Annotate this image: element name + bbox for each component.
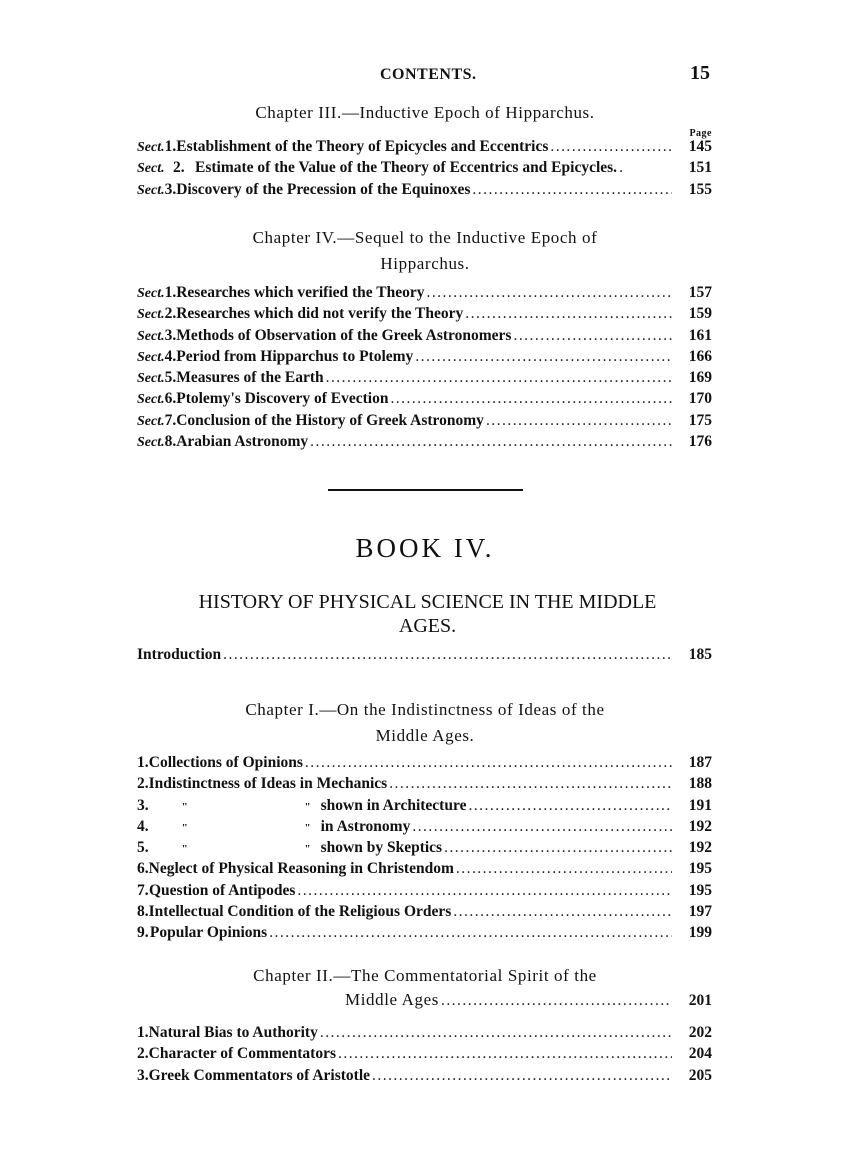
entry-page: 197 — [688, 903, 712, 921]
sect-label: Sect. — [137, 140, 165, 155]
book-title-line1: HISTORY OF PHYSICAL SCIENCE IN THE MIDDLE — [198, 591, 657, 613]
entry-page: 175 — [688, 411, 712, 429]
sect-label: Sect. — [137, 286, 165, 301]
sect-label: Sect. — [137, 328, 165, 344]
entry-title: shown in Architecture — [320, 796, 467, 814]
toc-entry[interactable] — [137, 924, 712, 945]
entry-number: 1. — [137, 1024, 149, 1041]
dot-leader — [619, 159, 625, 177]
toc-entry[interactable] — [137, 818, 712, 839]
entry-number: 7. — [137, 881, 149, 899]
entry-number: 7. — [164, 411, 177, 429]
entry-number: 2. — [164, 305, 177, 323]
entry-number: 4. — [164, 347, 177, 365]
entry-page: 202 — [688, 1024, 712, 1041]
dot-leader — [415, 348, 672, 366]
dot-leader — [305, 754, 672, 772]
toc-entry-introduction[interactable] — [137, 646, 712, 667]
sect-label: Sect. — [137, 435, 165, 451]
entry-title: Period from Hipparchus to Ptolemy — [176, 347, 414, 365]
entry-number: 1. — [164, 284, 177, 301]
entry-title: in Astronomy — [320, 817, 411, 835]
dot-leader — [513, 327, 672, 345]
bk4-chapter-2-title-line2[interactable] — [137, 990, 712, 1011]
entry-number: 1. — [164, 138, 177, 155]
chapter-subtitle: Middle Ages — [345, 990, 439, 1009]
toc-entry[interactable] — [137, 159, 712, 180]
entry-number: 6. — [164, 390, 177, 408]
dot-leader — [326, 369, 672, 387]
book-title-line2: AGES. — [398, 615, 457, 637]
ditto-mark: " — [304, 800, 311, 813]
entry-number: 5. — [164, 369, 177, 387]
ditto-mark: " — [304, 843, 311, 856]
entry-title: shown by Skeptics — [320, 839, 443, 857]
toc-entry[interactable] — [137, 369, 712, 390]
dot-leader — [338, 1045, 672, 1063]
entry-page: 205 — [688, 1066, 712, 1084]
toc-entry[interactable] — [137, 903, 712, 924]
toc-entry[interactable] — [137, 775, 712, 796]
dot-leader — [389, 775, 672, 793]
book-heading: BOOK IV. — [355, 533, 495, 563]
dot-leader — [465, 305, 672, 323]
entry-page: 170 — [688, 390, 712, 408]
running-head — [0, 62, 850, 88]
bk4-chapter-1-title-line2: Middle Ages. — [375, 726, 475, 745]
dot-leader — [372, 1067, 672, 1085]
dot-leader — [269, 924, 672, 942]
entry-page: 155 — [688, 180, 712, 198]
toc-entry[interactable] — [137, 284, 712, 305]
chapter-3-title: Chapter III.—Inductive Epoch of Hipparchus. — [255, 103, 595, 122]
entry-title: Establishment of the Theory of Epicycles and Eccentrics — [176, 138, 549, 155]
toc-entry[interactable] — [137, 433, 712, 454]
entry-page: 185 — [688, 646, 712, 663]
entry-title: Greek Commentators of Aristotle — [148, 1066, 371, 1084]
dot-leader — [472, 181, 672, 199]
entry-page: 166 — [688, 347, 712, 365]
dot-leader — [550, 138, 672, 156]
running-title: CONTENTS. — [380, 66, 477, 83]
entry-page: 188 — [688, 775, 712, 793]
sect-label: Sect. — [137, 307, 165, 323]
toc-entry[interactable] — [137, 1045, 712, 1066]
entry-title: Methods of Observation of the Greek Astronomers — [176, 326, 512, 344]
sect-label: Sect. — [137, 182, 165, 198]
entry-title: Measures of the Earth — [176, 369, 324, 387]
entry-title: Ptolemy's Discovery of Evection — [176, 390, 389, 408]
dot-leader — [412, 818, 672, 836]
bk4-chapter-2-entries — [137, 1024, 712, 1088]
entry-number: 2. — [173, 159, 185, 177]
entry-number: 3. — [164, 180, 177, 198]
entry-title: Collections of Opinions — [148, 754, 303, 771]
entry-title: Researches which verified the Theory — [176, 284, 425, 301]
dot-leader — [310, 433, 672, 451]
entry-page: 199 — [688, 924, 712, 942]
chapter-page: 201 — [688, 992, 712, 1009]
entry-title: Discovery of the Precession of the Equinoxes — [176, 180, 471, 198]
ditto-marks — [149, 822, 321, 834]
sect-label: Sect. — [137, 371, 165, 387]
toc-entry[interactable] — [137, 305, 712, 326]
dot-leader — [320, 1024, 672, 1042]
toc-entry[interactable] — [137, 348, 712, 369]
chapter-4-title — [140, 225, 710, 277]
entry-page: 151 — [688, 159, 712, 177]
entry-page: 187 — [688, 754, 712, 771]
sect-label: Sect. — [137, 413, 165, 429]
dot-leader — [486, 412, 672, 430]
dot-leader — [223, 646, 672, 664]
entry-title: Indistinctness of Ideas in Mechanics — [148, 775, 388, 793]
bk4-chapter-1-entries — [137, 754, 712, 946]
entry-page: 161 — [688, 326, 712, 344]
entry-number: 3. — [137, 796, 149, 814]
toc-entry[interactable] — [137, 412, 712, 433]
dot-leader — [390, 390, 672, 408]
ditto-mark: " — [181, 843, 188, 856]
entry-title: Character of Commentators — [148, 1045, 337, 1063]
section-divider — [328, 489, 523, 491]
entry-title: Researches which did not verify the Theory — [176, 305, 464, 323]
toc-entry[interactable] — [137, 754, 712, 775]
toc-entry[interactable] — [137, 839, 712, 860]
entry-page: 176 — [688, 433, 712, 451]
entry-page: 157 — [688, 284, 712, 301]
entry-number: 3. — [164, 326, 177, 344]
toc-entry[interactable] — [137, 181, 712, 202]
entry-title: Conclusion of the History of Greek Astronomy — [176, 411, 484, 429]
entry-page: 195 — [688, 881, 712, 899]
entry-title: Arabian Astronomy — [176, 433, 309, 451]
entry-page: 145 — [688, 138, 712, 155]
dot-leader — [456, 860, 672, 878]
dot-leader — [444, 839, 672, 857]
book-title — [140, 590, 715, 638]
bk4-chapter-1-title-line1: Chapter I.—On the Indistinctness of Ideas of the — [245, 700, 605, 719]
entry-number: 8. — [137, 903, 149, 921]
toc-entry[interactable] — [137, 1024, 712, 1045]
toc-entry[interactable] — [137, 1067, 712, 1088]
entry-page: 191 — [688, 796, 712, 814]
chapter-4-entries — [137, 284, 712, 454]
dot-leader — [441, 992, 672, 1010]
entry-page: 159 — [688, 305, 712, 323]
entry-number: 3. — [137, 1066, 149, 1084]
toc-entry[interactable] — [137, 327, 712, 348]
ditto-mark: " — [181, 821, 188, 834]
entry-page: 192 — [688, 817, 712, 835]
chapter-4-title-line1: Chapter IV.—Sequel to the Inductive Epoch of — [252, 228, 598, 247]
ditto-mark: " — [304, 821, 311, 834]
entry-title: Question of Antipodes — [148, 881, 296, 899]
entry-page: 192 — [688, 839, 712, 857]
entry-number: 6. — [137, 860, 149, 878]
page-column-label: Page — [689, 128, 712, 139]
entry-title: Neglect of Physical Reasoning in Christendom — [148, 860, 454, 878]
bk4-chapter-1-title — [140, 697, 710, 749]
entry-title: Popular Opinions — [149, 924, 268, 942]
entry-number: 4. — [137, 817, 149, 835]
chapter-3-entries — [137, 138, 712, 202]
toc-entry[interactable] — [137, 390, 712, 411]
entry-title: Natural Bias to Authority — [148, 1024, 318, 1041]
entry-title: Intellectual Condition of the Religious Orders — [148, 903, 452, 921]
dot-leader — [468, 797, 672, 815]
sect-label: Sect. — [137, 392, 165, 408]
toc-entry[interactable] — [137, 882, 712, 903]
entry-title: Introduction — [137, 646, 222, 663]
entry-number: 8. — [164, 433, 177, 451]
ditto-marks — [149, 843, 321, 855]
entry-number: 1. — [137, 754, 149, 771]
dot-leader — [453, 903, 672, 921]
entry-title: Estimate of the Value of the Theory of Eccentrics and Epicycles. — [195, 159, 618, 177]
page-number: 15 — [690, 62, 710, 84]
entry-page: 169 — [688, 369, 712, 387]
entry-number: 2. — [137, 775, 149, 793]
bk4-chapter-2-title: Chapter II.—The Commentatorial Spirit of the — [253, 966, 597, 985]
toc-entry[interactable] — [137, 138, 712, 159]
dot-leader — [297, 882, 672, 900]
chapter-4-title-line2: Hipparchus. — [380, 254, 470, 273]
ditto-mark: " — [181, 800, 188, 813]
sect-label: Sect. — [137, 161, 165, 177]
entry-number: 9. — [137, 924, 149, 942]
entry-page: 204 — [688, 1045, 712, 1063]
dot-leader — [426, 284, 672, 302]
entry-number: 5. — [137, 839, 149, 857]
entry-page: 195 — [688, 860, 712, 878]
toc-entry[interactable] — [137, 797, 712, 818]
ditto-marks — [149, 801, 321, 813]
entry-number: 2. — [137, 1045, 149, 1063]
sect-label: Sect. — [137, 349, 165, 365]
toc-entry[interactable] — [137, 860, 712, 881]
